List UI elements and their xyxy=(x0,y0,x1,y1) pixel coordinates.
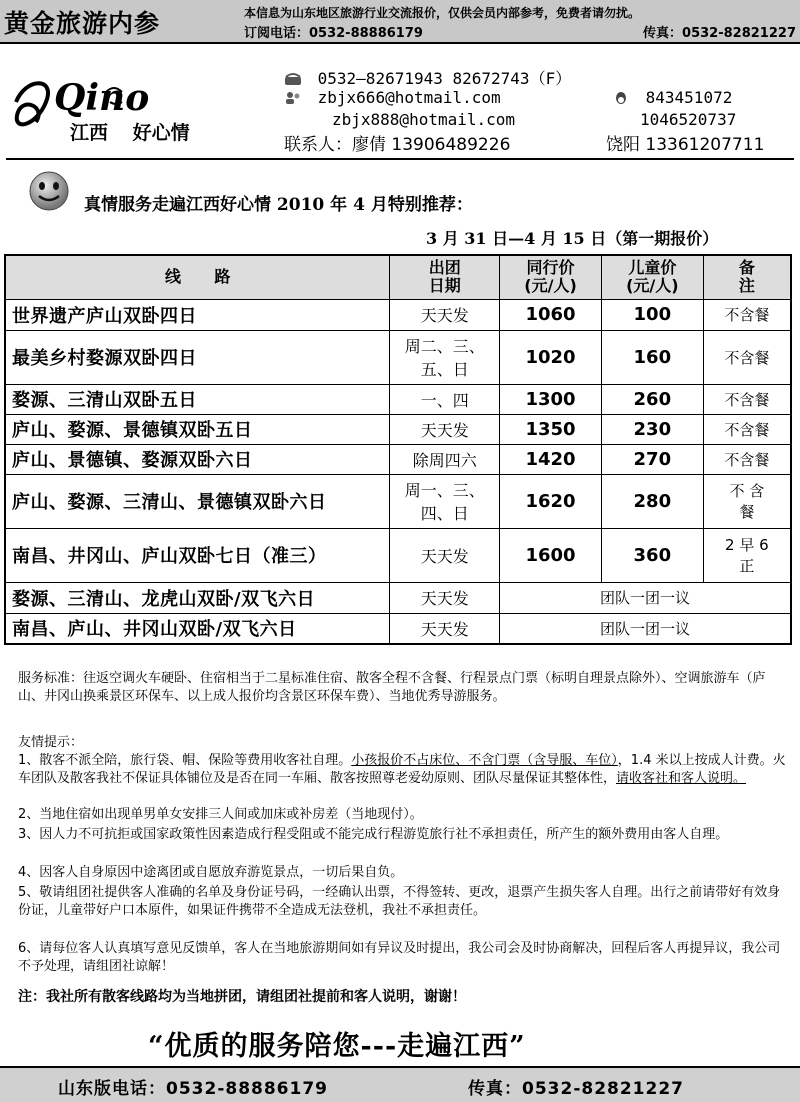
depart-cell: 天天发 xyxy=(390,528,500,582)
peer-price-cell: 1300 xyxy=(500,384,602,414)
tip-1-d: 请收客社和客人说明。 xyxy=(616,771,747,786)
tip-6: 6、请每位客人认真填写意见反馈单，客人在当地旅游期间如有异议及时提出，我公司会及时协商解决，回程后客人再提异议，我公司不予处理，请组团社谅解！ xyxy=(18,941,781,974)
tip-1-b: 小孩报价不占床位、不含门票（含导服、车位） xyxy=(351,753,618,768)
route-cell: 婺源、三清山双卧五日 xyxy=(5,384,390,414)
header-notice: 本信息为山东地区旅游行业交流报价，仅供会员内部参考，免费者请勿扰。 xyxy=(244,6,641,20)
table-row xyxy=(5,299,791,330)
tip-1-a: 1、散客不派全陪，旅行袋、帽、保险等费用收客社自理。 xyxy=(18,753,352,768)
email-1[interactable]: zbjx666@hotmail.com xyxy=(317,88,501,107)
peer-price-cell: 1600 xyxy=(500,528,602,582)
tips-heading: 友情提示： xyxy=(18,735,84,750)
table-row xyxy=(5,330,791,384)
note-cell: 不含餐 xyxy=(703,444,791,474)
header-child-price: 儿童价 (元/人) xyxy=(601,255,703,299)
note-cell: 2 早 6 正 xyxy=(703,528,791,582)
email-line-1 xyxy=(284,88,501,107)
note-cell: 不含餐 xyxy=(703,299,791,330)
phone-numbers: 0532—82671943 82672743（F） xyxy=(317,69,572,88)
tip-4: 4、因客人自身原因中途离团或自愿放弃游览景点，一切后果自负。 xyxy=(18,865,404,880)
peer-price-cell: 1350 xyxy=(500,414,602,444)
table-row xyxy=(5,414,791,444)
service-standard: 服务标准：往返空调火车硬卧、住宿相当于二星标准住宿、散客全程不含餐、行程景点门票（标明自理景点除外）、空调旅游车（庐山、井冈山换乘景区环保车、以上成人报价均含景区环保车费）、当地优秀导游服务。 xyxy=(18,671,766,704)
header-note: 备 注 xyxy=(703,255,791,299)
qq-1: 843451072 xyxy=(645,88,733,107)
logo-script-text: Qino xyxy=(54,77,150,119)
qq-line-1 xyxy=(612,88,732,107)
smiley-icon xyxy=(28,170,70,212)
child-price-cell: 360 xyxy=(601,528,703,582)
telephone-icon xyxy=(284,72,302,86)
logo-sub-right: 好心情 xyxy=(132,122,190,144)
tip-5: 5、敬请组团社提供客人准确的名单及身份证号码，一经确认出票，不得签转、更改，退票产生损失客人自理。出行之前请带好有效身份证，儿童带好户口本原件，如果证件携带不全造成无法登机，我社不承担责任。 xyxy=(18,885,781,918)
email-2[interactable]: zbjx888@hotmail.com xyxy=(332,110,516,129)
agency-note: 注：我社所有散客线路均为当地拼团，请组团社提前和客人说明，谢谢！ xyxy=(18,989,466,1005)
depart-cell: 天天发 xyxy=(390,299,500,330)
contact-person: 联系人：廖倩 13906489226 xyxy=(284,135,511,155)
intro-title: 真情服务走遍江西好心情 2010 年 4 月特别推荐： xyxy=(84,195,473,215)
tip-1 xyxy=(18,752,790,788)
note-cell: 不 含 餐 xyxy=(703,474,791,528)
footer-fax: 传真：0532-82821227 xyxy=(468,1079,684,1099)
tip-2: 2、当地住宿如出现单男单女安排三人间或加床或补房差（当地现付）。 xyxy=(18,807,423,822)
depart-cell: 周一、三、 四、日 xyxy=(390,474,500,528)
child-price-cell: 270 xyxy=(601,444,703,474)
merged-price-cell: 团队一团一议 xyxy=(500,613,791,644)
peer-price-cell: 1020 xyxy=(500,330,602,384)
child-price-cell: 160 xyxy=(601,330,703,384)
table-row xyxy=(5,384,791,414)
depart-cell: 周二、三、 五、日 xyxy=(390,330,500,384)
route-cell: 世界遗产庐山双卧四日 xyxy=(5,299,390,330)
route-cell: 最美乡村婺源双卧四日 xyxy=(5,330,390,384)
note-cell: 不含餐 xyxy=(703,384,791,414)
depart-cell: 天天发 xyxy=(390,414,500,444)
peer-price-cell: 1620 xyxy=(500,474,602,528)
footer-phone: 山东版电话：0532-88886179 xyxy=(58,1079,328,1099)
note-cell: 不含餐 xyxy=(703,414,791,444)
logo-sub-left: 江西 xyxy=(70,122,109,144)
route-cell: 庐山、婺源、景德镇双卧五日 xyxy=(5,414,390,444)
table-row xyxy=(5,474,791,528)
slogan: “优质的服务陪您---走遍江西” xyxy=(148,1031,526,1062)
route-cell: 庐山、景德镇、婺源双卧六日 xyxy=(5,444,390,474)
qq-2: 1046520737 xyxy=(640,110,737,129)
child-price-cell: 100 xyxy=(601,299,703,330)
depart-cell: 一、四 xyxy=(390,384,500,414)
depart-cell: 天天发 xyxy=(390,582,500,613)
qq-penguin-icon xyxy=(612,91,630,105)
subscribe-phone: 订阅电话：0532-88886179 xyxy=(244,26,423,41)
table-row xyxy=(5,444,791,474)
depart-cell: 除周四六 xyxy=(390,444,500,474)
header-peer-price: 同行价 (元/人) xyxy=(500,255,602,299)
logo-subtitle xyxy=(70,118,190,145)
route-cell: 庐山、婺源、三清山、景德镇双卧六日 xyxy=(5,474,390,528)
contact-person-2: 饶阳 13361207711 xyxy=(606,135,765,155)
header-depart: 出团 日期 xyxy=(390,255,500,299)
depart-cell: 天天发 xyxy=(390,613,500,644)
route-cell: 婺源、三清山、龙虎山双卧/双飞六日 xyxy=(5,582,390,613)
intro-period: 3 月 31 日—4 月 15 日（第一期报价） xyxy=(426,229,719,248)
people-icon xyxy=(284,91,302,105)
table-header-row xyxy=(5,255,791,299)
merged-price-cell: 团队一团一议 xyxy=(500,582,791,613)
route-cell: 南昌、庐山、井冈山双卧/双飞六日 xyxy=(5,613,390,644)
phone-line xyxy=(284,66,571,89)
tip-1-c: ，1.4 米以上按成人计费。火车团队及散客我社不保证具体铺位及是否在同一车厢、散客按照尊老爱幼原则、团队尽量保证其整体性， xyxy=(18,753,786,786)
header-route: 线 路 xyxy=(5,255,390,299)
peer-price-cell: 1420 xyxy=(500,444,602,474)
tip-3: 3、因人力不可抗拒或国家政策性因素造成行程受阻或不能完成行程游览旅行社不承担责任，所产生的额外费用由客人自理。 xyxy=(18,827,729,842)
note-cell: 不含餐 xyxy=(703,330,791,384)
child-price-cell: 230 xyxy=(601,414,703,444)
brand-title: 黄金旅游内参 xyxy=(4,9,161,38)
child-price-cell: 280 xyxy=(601,474,703,528)
table-row xyxy=(5,528,791,582)
route-cell: 南昌、井冈山、庐山双卧七日（准三） xyxy=(5,528,390,582)
price-table xyxy=(4,254,792,645)
child-price-cell: 260 xyxy=(601,384,703,414)
peer-price-cell: 1060 xyxy=(500,299,602,330)
table-row xyxy=(5,613,791,644)
header-fax: 传真：0532-82821227 xyxy=(643,26,796,41)
header-contact-line xyxy=(244,22,796,41)
table-row xyxy=(5,582,791,613)
header-divider xyxy=(6,158,794,160)
